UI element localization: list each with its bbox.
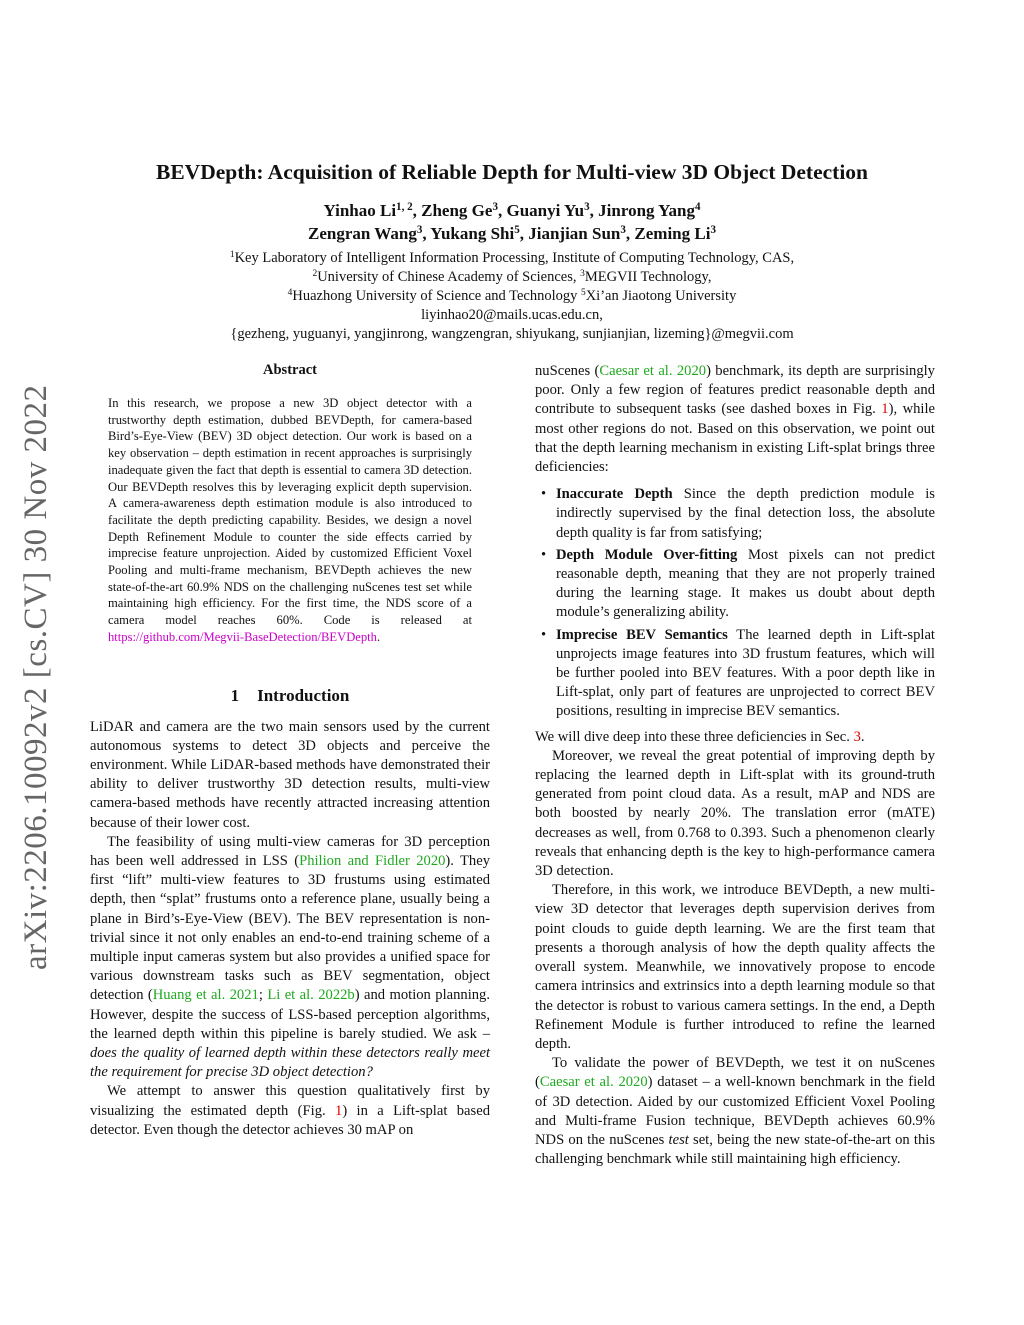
- text-run: ). They first “lift” multi-view features to 3D frustums using estimated depth, then “splat” frustums onto a reference plane, usually being a plane in Bird’s-Eye-View (BEV). The BEV representation is non-trivial since it not only enables an end-to-end training scheme of a multiple input cameras system but also provides a unified space for various downstream tasks such as BEV segmentation, object detection (: [90, 852, 490, 1004]
- author-line-1: [100, 199, 924, 222]
- list-item-text: [541, 546, 935, 623]
- author-name: Guanyi Yu: [506, 201, 585, 220]
- author-affiliation-mark: 3: [620, 223, 626, 236]
- list-item-text: [541, 485, 935, 543]
- author-affiliation-mark: 4: [695, 200, 701, 213]
- intro-paragraph-2: [90, 833, 490, 1083]
- text-run: ), while most other regions do not. Based on this observation, we point out that the depth learning mechanism in existing Lift-splat brings three deficiencies:: [535, 401, 935, 476]
- author-affiliation-mark: 3: [492, 200, 498, 213]
- affiliation-mark: 5: [581, 287, 586, 298]
- arxiv-identifier: arXiv:2206.10092v2 [cs.CV] 30 Nov 2022: [18, 384, 54, 970]
- contact-email-1: liyinhao20@mails.ucas.edu.cn,: [421, 307, 603, 323]
- abstract-end: .: [376, 629, 381, 644]
- affiliation-text: MEGVII Technology,: [584, 269, 712, 285]
- author-separator: ,: [422, 224, 431, 243]
- list-item-body: Since the depth prediction module is indirectly supervised by the final detection loss, the absolute depth quality is far from satisfying;: [556, 486, 935, 541]
- affiliation-line-3: [100, 287, 924, 306]
- right-paragraph-5: [535, 1054, 935, 1169]
- list-item-title: Inaccurate Depth: [556, 486, 673, 503]
- author-name: Yukang Shi: [430, 224, 515, 243]
- abstract-body: [108, 395, 472, 646]
- text-run: ) in a Lift-splat based detector. Even though the detector achieves 30 mAP on: [90, 1102, 490, 1138]
- code-link[interactable]: https://github.com/Megvii-BaseDetection/BEVDepth: [108, 629, 377, 644]
- text-run: ) benchmark, its depth are surprisingly poor. Only a few region of features predict reasonable depth and contribute to subsequent tasks (see dashed boxes in Fig.: [535, 363, 935, 418]
- affiliation-line-1: [100, 249, 924, 268]
- author-affiliation-mark: 3: [710, 223, 716, 236]
- text-run: We will dive deep into these three deficiencies in Sec.: [535, 728, 854, 745]
- right-paragraph-2: [535, 728, 935, 747]
- list-item-title: Depth Module Over-fitting: [556, 546, 738, 563]
- list-item: [541, 485, 935, 543]
- deficiency-list: [535, 485, 935, 721]
- bullet-icon: •: [541, 486, 547, 503]
- section-number: 1: [230, 685, 240, 705]
- author-name: Zheng Ge: [421, 201, 493, 220]
- author-name: Zengran Wang: [308, 224, 417, 243]
- right-paragraph-4: Therefore, in this work, we introduce BEVDepth, a new multi-view 3D detector that leverages depth supervision derives from point clouds to guide depth learning. We are the first team that presents a thorough analysis of how the depth quality affects the overall system. Meanwhile, we innovatively propose to encode camera intrinsics and extrinsics into a depth learning module so that the detector is robust to various camera settings. In the end, a Depth Refinement Module is further introduced to refine the learned depth.: [535, 882, 935, 1052]
- list-item-text: [541, 626, 935, 722]
- contact-email-2: {gezheng, yuguanyi, yangjinrong, wangzengran, shiyukang, sunjianjian, lizeming}@megvii.com: [230, 326, 794, 342]
- author-name: Zeming Li: [634, 224, 711, 243]
- author-name: Jianjian Sun: [528, 224, 621, 243]
- affiliations: [100, 249, 924, 344]
- left-column: [90, 362, 490, 1140]
- text-run: ) and motion planning. However, despite the success of LSS-based perception algorithms, the learned depth within this pipeline is barely studied. We ask: [90, 987, 490, 1042]
- affiliation-mark: 3: [580, 268, 585, 279]
- emphasis-text: test: [668, 1131, 689, 1148]
- list-item: [541, 626, 935, 722]
- citation-link[interactable]: Caesar et al. 2020: [539, 1074, 648, 1091]
- author-separator: ,: [412, 201, 422, 220]
- author-affiliation-mark: 3: [584, 200, 590, 213]
- section-ref-link[interactable]: 3: [853, 728, 861, 745]
- text-run: ;: [258, 987, 268, 1004]
- list-item-title: Imprecise BEV Semantics: [556, 626, 728, 643]
- text-run: set, being the new state-of-the-art on this challenging benchmark while still maintaining high efficiency.: [535, 1131, 935, 1168]
- section-heading-introduction: [90, 686, 490, 706]
- figure-ref-link[interactable]: 1: [881, 401, 889, 418]
- text-run: We attempt to answer this question qualitatively first by visualizing the estimated depth (Fig.: [90, 1083, 490, 1119]
- affiliation-text: Huazhong University of Science and Technology: [292, 288, 581, 304]
- citation-link[interactable]: Philion and Fidler 2020: [299, 852, 446, 869]
- author-name: Yinhao Li: [323, 201, 397, 220]
- paper-title: BEVDepth: Acquisition of Reliable Depth for Multi-view 3D Object Detection: [155, 160, 869, 184]
- right-column: [535, 362, 935, 1169]
- text-run: To validate the power of BEVDepth, we test it on nuScenes (: [535, 1055, 935, 1091]
- right-paragraph-1: [535, 362, 935, 477]
- affiliation-mark: 4: [287, 287, 293, 298]
- bullet-icon: •: [541, 546, 547, 563]
- list-item-body: The learned depth in Lift-splat unprojects image features into 3D frustum features, which will be further pooled into BEV features. With a poor depth like in Lift-splat, only part of features are unprojected to correct BEV positions, resulting in imprecise BEV semantics.: [556, 626, 935, 720]
- author-separator: ,: [625, 224, 635, 243]
- author-affiliation-mark: 5: [514, 223, 520, 236]
- affiliation-text: Xi’an Jiaotong University: [585, 288, 737, 304]
- author-separator: ,: [519, 224, 529, 243]
- author-affiliation-mark: 3: [416, 223, 423, 236]
- abstract-heading: Abstract: [263, 362, 317, 378]
- text-run: nuScenes (: [535, 363, 600, 379]
- affiliation-text: University of Chinese Academy of Sciences,: [317, 269, 581, 285]
- affiliation-mark: 2: [312, 268, 318, 279]
- citation-link[interactable]: Caesar et al. 2020: [599, 363, 707, 379]
- bullet-icon: •: [541, 626, 547, 643]
- intro-paragraph-1: LiDAR and camera are the two main sensors used by the current autonomous systems to detect 3D objects and perceive the environment. While LiDAR-based methods have demonstrated their ability to deliver trustworthy 3D detection results, multi-view camera-based methods have recently attracted increasing attention because of their lower cost.: [90, 718, 490, 831]
- author-list: [100, 199, 924, 245]
- author-separator: ,: [589, 201, 599, 220]
- right-paragraph-3: Moreover, we reveal the great potential of improving depth by replacing the learned depth in Lift-splat with its ground-truth generated from point cloud data. As a result, mAP and NDS are both boosted by nearly 20%. The translation error (mATE) decreases as well, from 0.768 to 0.393. Such a phenomenon clearly reveals that enhancing depth is the key to high-performance camera 3D detection.: [535, 747, 935, 880]
- text-run: The feasibility of using multi-view cameras for 3D perception has been well addressed in LSS (: [90, 833, 490, 869]
- list-item: [541, 546, 935, 623]
- research-question: – does the quality of learned depth within these detectors really meet the requirement for precise 3D object detection?: [90, 1025, 490, 1081]
- paper-header: [100, 160, 924, 344]
- citation-link[interactable]: Li et al. 2022b: [267, 987, 355, 1004]
- section-title: Introduction: [257, 685, 350, 705]
- affiliation-line-2: [100, 268, 924, 287]
- figure-ref-link[interactable]: 1: [335, 1102, 343, 1119]
- intro-paragraph-3: [90, 1082, 490, 1140]
- text-run: ) dataset – a well-known benchmark in the field of 3D detection. Aided by our customized Efficient Voxel Pooling and Multi-frame Fusion technique, BEVDepth achieves 60.9% NDS on the nuScenes: [535, 1074, 935, 1148]
- author-line-2: [100, 222, 924, 245]
- author-name: Jinrong Yang: [598, 201, 695, 220]
- abstract-text: In this research, we propose a new 3D object detector with a trustworthy depth estimation, dubbed BEVDepth, for camera-based Bird’s-Eye-View (BEV) 3D object detection. Our work is based on a key observation – depth estimation in recent approaches is surprisingly inadequate given the fact that depth is essential to camera 3D detection. Our BEVDepth resolves this by leveraging explicit depth supervision. A camera-awareness depth estimation module is also introduced to facilitate the depth predicting capability. Besides, we design a novel Depth Refinement Module to counter the side effects carried by imprecise feature unprojection. Aided by customized Efficient Voxel Pooling and multi-frame mechanism, BEVDepth achieves the new state-of-the-art 60.9% NDS on the challenging nuScenes test set while maintaining high efficiency. For the first time, the NDS score of a camera model reaches 60%. Code is released at: [108, 396, 472, 628]
- affiliation-text: Key Laboratory of Intelligent Information Processing, Institute of Computing Technology, CAS,: [234, 250, 795, 266]
- text-run: .: [860, 728, 865, 745]
- affiliation-mark: 1: [229, 249, 235, 260]
- citation-link[interactable]: Huang et al. 2021: [152, 987, 259, 1004]
- author-affiliation-mark: 1, 2: [396, 200, 413, 213]
- list-item-body: Most pixels can not predict reasonable depth, meaning that they are not properly trained during the learning stage. It makes us doubt about depth module’s generalizing ability.: [556, 546, 935, 621]
- author-separator: ,: [497, 201, 507, 220]
